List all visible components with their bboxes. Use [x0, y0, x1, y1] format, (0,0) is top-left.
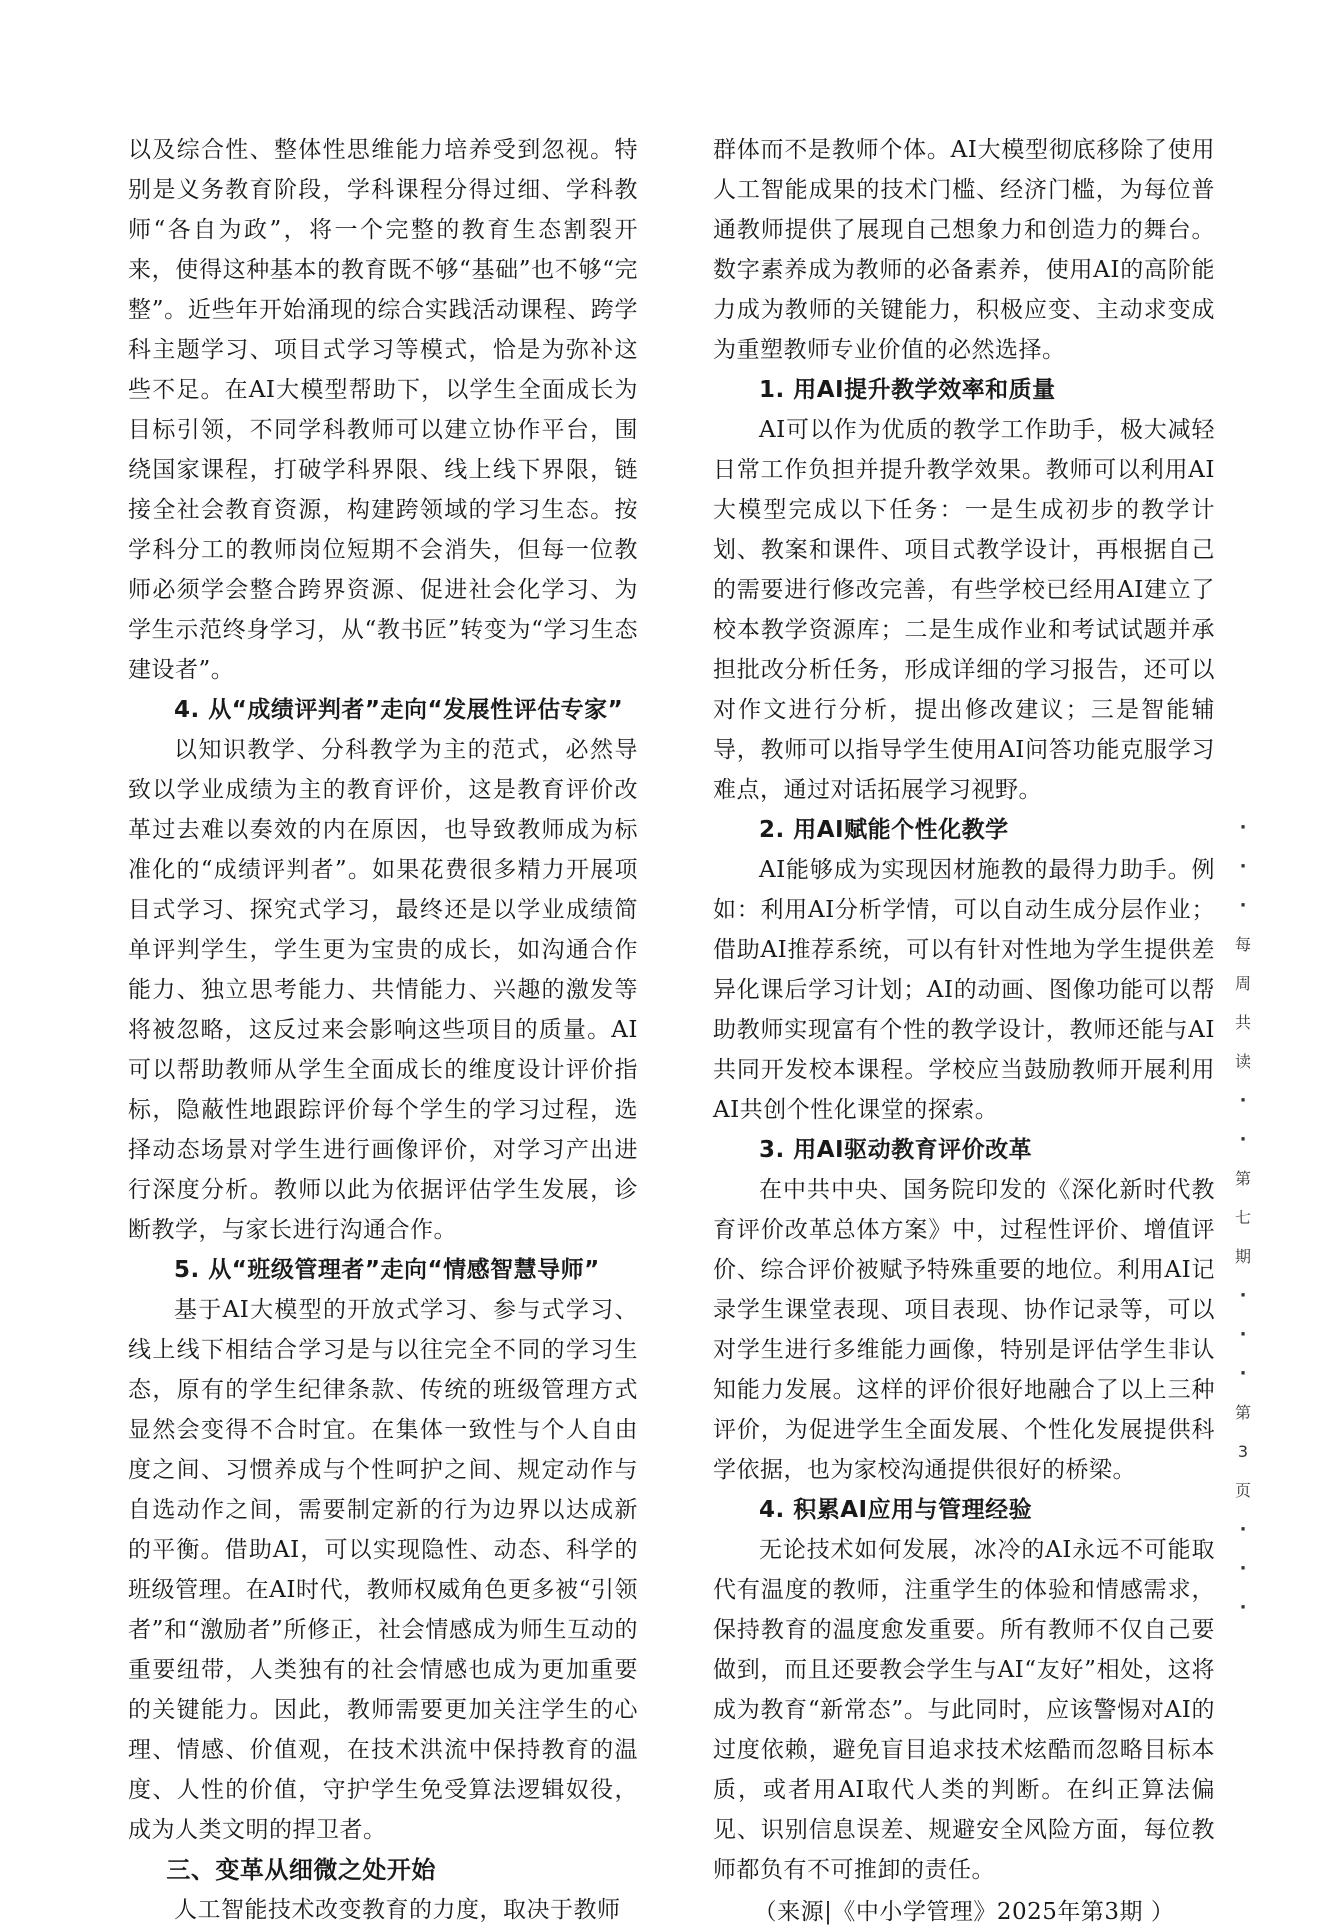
sidebar-char: · — [1239, 1519, 1247, 1540]
sidebar-char: · — [1239, 895, 1247, 916]
sidebar-char: 第 — [1234, 1169, 1251, 1188]
subheading: 5. 从“班级管理者”走向“情感智慧导师” — [174, 1257, 600, 1283]
paragraph: 基于AI大模型的开放式学习、参与式学习、线上线下相结合学习是与以往完全不同的学习生态，原有的学生纪律条款、传统的班级管理方式显然会变得不合时宜。在集体一致性与个人自由度之间、习惯养成与个性呵护之间、规定动作与自选动作之间，需要制定新的行为边界以达成新的平衡。借助AI，可以实现隐性、动态、科学的班级管理。在AI时代，教师权威角色更多被“引领者”和“激励者”所修正，社会情感成为师生互动的重要纽带，人类独有的社会情感也成为更加重要的关键能力。因此，教师需要更加关注学生的心理、情感、价值观，在技术洪流中保持教育的温度、人性的价值，守护学生免受算法逻辑奴役，成为人类文明的捍卫者。 — [128, 1297, 638, 1843]
paragraph: 以及综合性、整体性思维能力培养受到忽视。特别是义务教育阶段，学科课程分得过细、学科教师“各自为政”，将一个完整的教育生态割裂开来，使得这种基本的教育既不够“基础”也不够“完整”。近些年开始涌现的综合实践活动课程、跨学科主题学习、项目式学习等模式，恰是为弥补这些不足。在AI大模型帮助下，以学生全面成长为目标引领，不同学科教师可以建立协作平台，围绕国家课程，打破学科界限、线上线下界限，链接全社会教育资源，构建跨领域的学习生态。按学科分工的教师岗位短期不会消失，但每一位教师必须学会整合跨界资源、促进社会化学习、为学生示范终身学习，从“教书匠”转变为“学习生态建设者”。 — [128, 137, 638, 683]
paragraph: 人工智能技术改变教育的力度，取决于教师 — [174, 1897, 621, 1923]
paragraph: 在中共中央、国务院印发的《深化新时代教育评价改革总体方案》中，过程性评价、增值评价、综合评价被赋予特殊重要的地位。利用AI记录学生课堂表现、项目表现、协作记录等，可以对学生进行多维能力画像，特别是评估学生非认知能力发展。这样的评价很好地融合了以上三种评价，为促进学生全面发展、个性化发展提供科学依据，也为家校沟通提供很好的桥梁。 — [713, 1177, 1215, 1483]
subheading: 3. 用AI驱动教育评价改革 — [759, 1137, 1033, 1163]
subheading: 4. 积累AI应用与管理经验 — [759, 1497, 1033, 1523]
sidebar-char: 期 — [1234, 1247, 1251, 1266]
paragraph: 以知识教学、分科教学为主的范式，必然导致以学业成绩为主的教育评价，这是教育评价改革过去难以奏效的内在原因，也导致教师成为标准化的“成绩评判者”。如果花费很多精力开展项目式学习、探究式学习，最终还是以学业成绩简单评判学生，学生更为宝贵的成长，如沟通合作能力、独立思考能力、共情能力、兴趣的激发等将被忽略，这反过来会影响这些项目的质量。AI可以帮助教师从学生全面成长的维度设计评价指标，隐蔽性地跟踪评价每个学生的学习过程，选择动态场景对学生进行画像评价，对学习产出进行深度分析。教师以此为依据评估学生发展，诊断教学，与家长进行沟通合作。 — [128, 737, 638, 1243]
source-citation: （来源|《中小学管理》2025年第3期 ） — [753, 1899, 1175, 1925]
sidebar-char: 每 — [1234, 935, 1251, 954]
sidebar-char: 3 — [1237, 1442, 1249, 1461]
sidebar-char: 第 — [1234, 1403, 1251, 1422]
sidebar-char: · — [1239, 1090, 1247, 1111]
right-column — [713, 130, 1215, 1932]
subheading: 4. 从“成绩评判者”走向“发展性评估专家” — [174, 697, 624, 723]
paragraph: 群体而不是教师个体。AI大模型彻底移除了使用人工智能成果的技术门槛、经济门槛，为每位普通教师提供了展现自己想象力和创造力的舞台。数字素养成为教师的必备素养，使用AI的高阶能力成为教师的关键能力，积极应变、主动求变成为重塑教师专业价值的必然选择。 — [713, 137, 1215, 363]
sidebar-char: 页 — [1234, 1481, 1251, 1500]
section-heading: 三、变革从细微之处开始 — [166, 1856, 436, 1884]
subheading: 2. 用AI赋能个性化教学 — [759, 817, 1009, 843]
sidebar-char: · — [1239, 1285, 1247, 1306]
sidebar-char: · — [1239, 1558, 1247, 1579]
left-column — [128, 130, 638, 1930]
sidebar-char: · — [1239, 1363, 1247, 1384]
subheading: 1. 用AI提升教学效率和质量 — [759, 377, 1056, 403]
issue-sidebar — [1228, 808, 1258, 1627]
sidebar-char: 共 — [1234, 1013, 1251, 1032]
sidebar-char: 读 — [1234, 1052, 1251, 1071]
sidebar-char: · — [1239, 817, 1247, 838]
sidebar-char: · — [1239, 856, 1247, 877]
paragraph: AI可以作为优质的教学工作助手，极大减轻日常工作负担并提升教学效果。教师可以利用AI大模型完成以下任务：一是生成初步的教学计划、教案和课件、项目式教学设计，再根据自己的需要进行修改完善，有些学校已经用AI建立了校本教学资源库；二是生成作业和考试试题并承担批改分析任务，形成详细的学习报告，还可以对作文进行分析，提出修改建议；三是智能辅导，教师可以指导学生使用AI问答功能克服学习难点，通过对话拓展学习视野。 — [713, 417, 1215, 803]
sidebar-char: 周 — [1234, 974, 1251, 993]
paragraph: AI能够成为实现因材施教的最得力助手。例如：利用AI分析学情，可以自动生成分层作业；借助AI推荐系统，可以有针对性地为学生提供差异化课后学习计划；AI的动画、图像功能可以帮助教师实现富有个性的教学设计，教师还能与AI共同开发校本课程。学校应当鼓励教师开展利用AI共创个性化课堂的探索。 — [713, 857, 1215, 1123]
sidebar-char: · — [1239, 1129, 1247, 1150]
paragraph: 无论技术如何发展，冰冷的AI永远不可能取代有温度的教师，注重学生的体验和情感需求，保持教育的温度愈发重要。所有教师不仅自己要做到，而且还要教会学生与AI“友好”相处，这将成为教育“新常态”。与此同时，应该警惕对AI的过度依赖，避免盲目追求技术炫酷而忽略目标本质，或者用AI取代人类的判断。在纠正算法偏见、识别信息误差、规避安全风险方面，每位教师都负有不可推卸的责任。 — [713, 1537, 1215, 1883]
sidebar-char: · — [1239, 1324, 1247, 1345]
sidebar-char: 七 — [1234, 1208, 1251, 1227]
sidebar-char: · — [1239, 1597, 1247, 1618]
